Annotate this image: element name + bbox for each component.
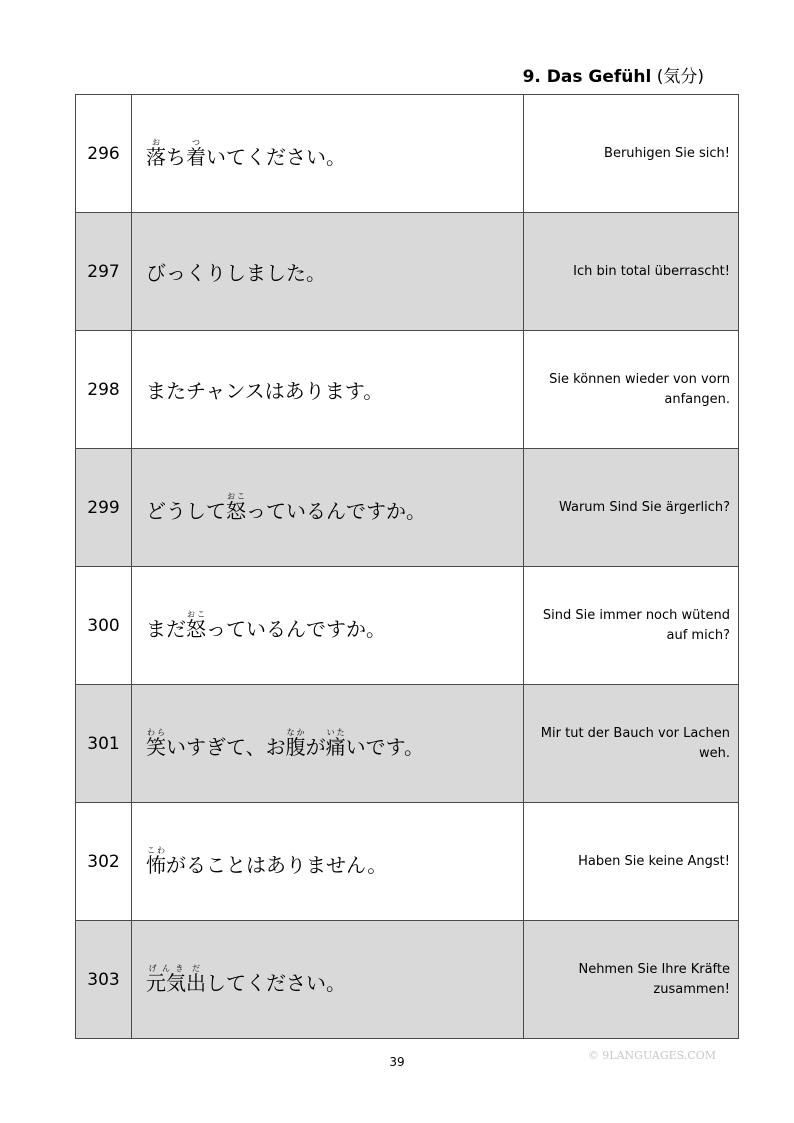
- german-translation: [524, 685, 739, 803]
- kana-text: びっくりしました。: [146, 261, 326, 285]
- phrase-row: [76, 567, 739, 685]
- kanji-with-furigana: [186, 963, 206, 995]
- kana-text: まだ: [146, 616, 186, 641]
- furigana: おこ: [226, 491, 246, 501]
- copyright-watermark: © 9LANGUAGES.COM: [587, 1049, 716, 1062]
- phrase-number: 297: [76, 213, 132, 331]
- japanese-phrase: [132, 95, 524, 213]
- kanji: 怖: [146, 852, 166, 877]
- kana-text: どうして: [146, 498, 226, 523]
- japanese-phrase: [132, 213, 524, 331]
- kanji: 痛: [325, 734, 346, 759]
- kanji-with-furigana: [146, 845, 166, 877]
- kanji: 怒: [186, 616, 206, 641]
- kana-text: っているんですか。: [206, 616, 386, 641]
- translation-line: Warum Sind Sie ärgerlich?: [558, 499, 730, 515]
- section-heading-german: 9. Das Gefühl: [522, 67, 652, 87]
- phrase-row: [76, 803, 739, 921]
- kana-text: いてください。: [206, 144, 346, 169]
- phrase-number: 298: [76, 331, 132, 449]
- japanese-phrase: [132, 921, 524, 1039]
- kana-text: が: [305, 734, 326, 759]
- translation-line: anfangen.: [664, 391, 730, 407]
- kanji-with-furigana: [186, 137, 206, 169]
- phrase-row: [76, 921, 739, 1039]
- japanese-phrase: [132, 685, 524, 803]
- translation-line: Haben Sie keine Angst!: [578, 853, 730, 869]
- furigana: つ: [186, 137, 206, 147]
- kana-text: いです。: [345, 734, 425, 759]
- kanji-with-furigana: [146, 137, 166, 169]
- phrase-table: [75, 94, 739, 1039]
- furigana: いた: [325, 727, 346, 737]
- phrase-row: [76, 331, 739, 449]
- kanji-with-furigana: [285, 727, 306, 759]
- page-number: 39: [389, 1055, 405, 1069]
- kanji: 落: [146, 144, 166, 169]
- kanji-with-furigana: [226, 491, 246, 523]
- kanji-with-furigana: [146, 963, 186, 995]
- phrase-row: [76, 95, 739, 213]
- phrase-number: 296: [76, 95, 132, 213]
- translation-line: Mir tut der Bauch vor Lachen: [540, 725, 730, 741]
- translation-line: auf mich?: [666, 627, 730, 643]
- kana-text: してください。: [206, 970, 346, 995]
- japanese-phrase: [132, 331, 524, 449]
- furigana: げんき: [146, 963, 186, 973]
- phrase-number: 302: [76, 803, 132, 921]
- furigana: だ: [186, 963, 206, 973]
- japanese-phrase: [132, 567, 524, 685]
- kana-text: またチャンスはあります。: [146, 379, 384, 403]
- phrase-number: 300: [76, 567, 132, 685]
- furigana: こわ: [146, 845, 166, 855]
- phrase-row: [76, 213, 739, 331]
- german-translation: [524, 331, 739, 449]
- kanji-with-furigana: [325, 727, 346, 759]
- phrase-number: 301: [76, 685, 132, 803]
- phrase-number: 299: [76, 449, 132, 567]
- translation-line: Beruhigen Sie sich!: [604, 145, 730, 161]
- translation-line: zusammen!: [653, 981, 730, 997]
- kanji: 笑: [146, 734, 166, 759]
- german-translation: [524, 95, 739, 213]
- german-translation: [524, 803, 739, 921]
- furigana: おこ: [186, 609, 206, 619]
- phrase-number: 303: [76, 921, 132, 1039]
- furigana: なか: [285, 727, 306, 737]
- kanji: 出: [186, 970, 206, 995]
- furigana: わら: [146, 727, 166, 737]
- kana-text: いすぎて、お: [166, 734, 286, 759]
- section-heading-japanese: (気分): [656, 67, 704, 87]
- japanese-phrase: [132, 803, 524, 921]
- translation-line: Sind Sie immer noch wütend: [542, 607, 730, 623]
- translation-line: Sie können wieder von vorn: [549, 371, 730, 387]
- furigana: お: [146, 137, 166, 147]
- phrase-row: [76, 685, 739, 803]
- kana-text: っているんですか。: [246, 498, 426, 523]
- translation-line: Nehmen Sie Ihre Kräfte: [578, 961, 730, 977]
- german-translation: [524, 567, 739, 685]
- german-translation: [524, 449, 739, 567]
- translation-line: weh.: [698, 745, 730, 761]
- kana-text: がることはありません。: [166, 852, 388, 877]
- kanji: 着: [186, 144, 206, 169]
- kanji-with-furigana: [146, 727, 166, 759]
- kanji-with-furigana: [186, 609, 206, 641]
- japanese-phrase: [132, 449, 524, 567]
- kanji: 怒: [226, 498, 246, 523]
- translation-line: Ich bin total überrascht!: [573, 263, 730, 279]
- kana-text: ち: [166, 144, 186, 169]
- german-translation: [524, 213, 739, 331]
- german-translation: [524, 921, 739, 1039]
- phrase-row: [76, 449, 739, 567]
- kanji: 元気: [146, 970, 186, 995]
- kanji: 腹: [285, 734, 306, 759]
- section-heading: [523, 62, 704, 87]
